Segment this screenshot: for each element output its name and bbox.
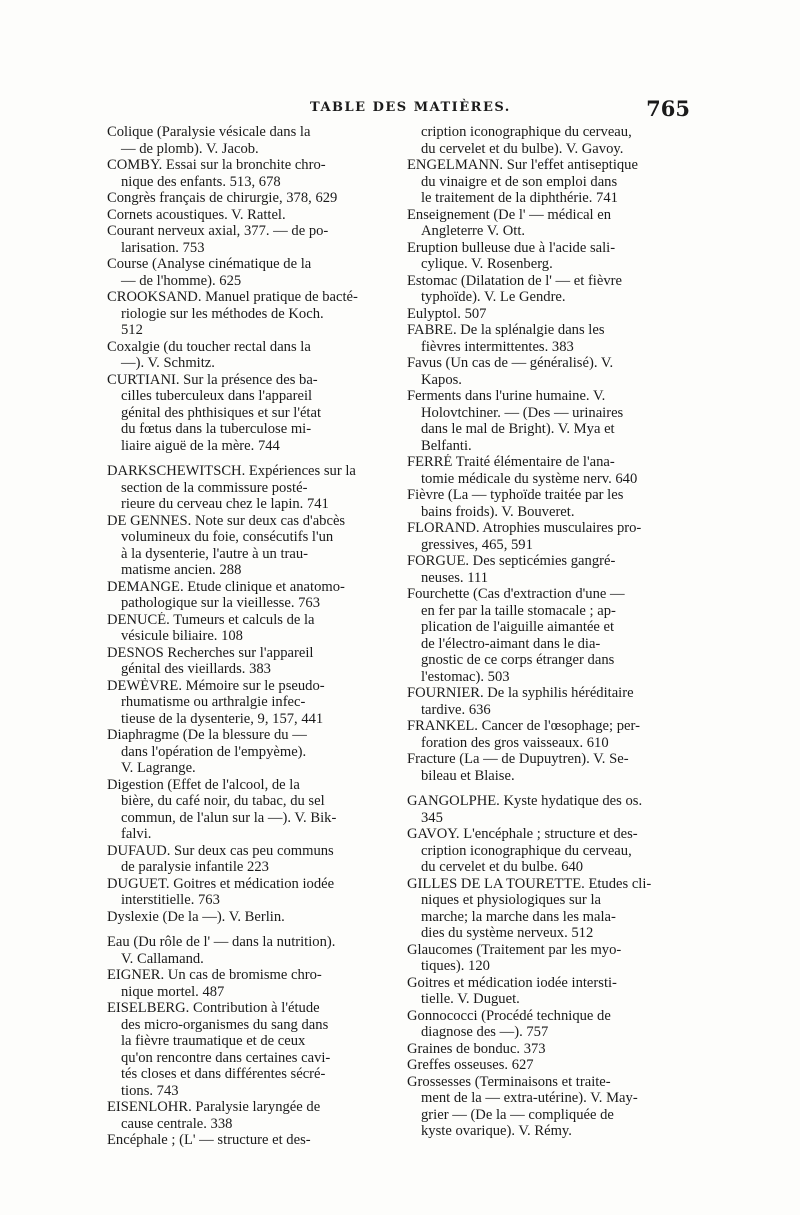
index-line: génital des phthisiques et sur l'état: [121, 404, 322, 421]
index-line: Courant nerveux axial, 377. — de po-: [107, 223, 329, 239]
index-line: marche; la marche dans les mala-: [421, 908, 616, 925]
index-line: kyste ovarique). V. Rémy.: [421, 1123, 572, 1139]
index-line: Eruption bulleuse due à l'acide sali-: [407, 239, 616, 256]
index-line: rhumatisme ou arthralgie infec-: [121, 694, 306, 710]
page-number: 765: [646, 96, 690, 121]
index-line: neuses. 111: [421, 569, 489, 586]
index-line: riologie sur les méthodes de Koch.: [121, 305, 324, 322]
index-line: GANGOLPHE. Kyste hydatique des os.: [407, 793, 643, 809]
index-line: — de plomb). V. Jacob.: [121, 140, 259, 157]
index-line: nique des enfants. 513, 678: [121, 173, 281, 190]
index-line: COMBY. Essai sur la bronchite chro-: [107, 157, 326, 173]
index-line: FRANKEL. Cancer de l'œsophage; per-: [407, 718, 640, 734]
index-line: pathologique sur la vieillesse. 763: [121, 595, 321, 611]
index-line: qu'on rencontre dans certaines cavi-: [121, 1049, 331, 1066]
index-line: des micro-organismes du sang dans: [121, 1016, 329, 1033]
index-line: CURTIANI. Sur la présence des ba-: [107, 371, 318, 388]
index-line: rieure du cerveau chez le lapin. 741: [121, 496, 329, 512]
index-line: nique mortel. 487: [121, 983, 225, 1000]
index-line: CROOKSAND. Manuel pratique de bacté-: [107, 289, 358, 305]
index-line: 512: [121, 322, 143, 338]
index-line: cription iconographique du cerveau,: [421, 124, 632, 140]
index-line: du cervelet et du bulbe). V. Gavoy.: [421, 140, 624, 157]
index-column-right: [407, 124, 691, 1140]
index-line: Glaucomes (Traitement par les myo-: [407, 941, 622, 958]
index-line: Grossesses (Terminaisons et traite-: [407, 1073, 611, 1090]
index-line: cause centrale. 338: [121, 1115, 233, 1132]
index-line: Greffes osseuses. 627: [407, 1057, 534, 1073]
index-line: Eau (Du rôle de l' — dans la nutrition).: [107, 934, 336, 950]
index-line: Dyslexie (De la —). V. Berlin.: [107, 908, 285, 925]
running-title: TABLE DES MATIÈRES.: [310, 100, 511, 115]
index-line: Course (Analyse cinématique de la: [107, 256, 312, 272]
index-line: de l'électro-aimant dans le dia-: [421, 635, 601, 652]
index-line: dies du système nerveux. 512: [421, 925, 594, 941]
index-line: Kapos.: [421, 371, 462, 388]
index-line: bière, du café noir, du tabac, du sel: [121, 793, 325, 809]
index-line: Encéphale ; (L' — structure et des-: [107, 1132, 311, 1148]
index-line: 345: [421, 809, 443, 826]
index-line: tés closes et dans différentes sécré-: [121, 1066, 326, 1082]
index-line: EISELBERG. Contribution à l'étude: [107, 1000, 320, 1016]
index-line: DEWÈVRE. Mémoire sur le pseudo-: [107, 677, 325, 694]
index-line: dans l'opération de l'empyème).: [121, 743, 307, 760]
index-line: Graines de bonduc. 373: [407, 1040, 546, 1057]
index-line: cylique. V. Rosenberg.: [421, 256, 553, 272]
index-line: gnostic de ce corps étranger dans: [421, 652, 615, 668]
index-line: DARKSCHEWITSCH. Expériences sur la: [107, 463, 356, 479]
index-line: de paralysie infantile 223: [121, 859, 269, 875]
index-line: du fœtus dans la tuberculose mi-: [121, 421, 312, 437]
index-line: plication de l'aiguille aimantée et: [421, 619, 615, 635]
index-line: larisation. 753: [121, 239, 205, 256]
index-line: Goitres et médication iodée intersti-: [407, 974, 617, 991]
index-line: matisme ancien. 288: [121, 562, 242, 578]
index-line: fièvres intermittentes. 383: [421, 338, 574, 355]
index-line: l'estomac). 503: [421, 668, 510, 685]
index-line: section de la commissure posté-: [121, 479, 308, 496]
index-line: en fer par la taille stomacale ; ap-: [421, 602, 616, 619]
index-line: dans le mal de Bright). V. Mya et: [421, 421, 615, 437]
index-line: Fourchette (Cas d'extraction d'une —: [407, 586, 625, 602]
index-line: EISENLOHR. Paralysie laryngée de: [107, 1099, 321, 1115]
page-header: [105, 96, 690, 122]
index-line: grier — (De la — compliquée de: [421, 1106, 614, 1123]
index-line: bains froids). V. Bouveret.: [421, 503, 575, 520]
index-line: Congrès français de chirurgie, 378, 629: [107, 190, 338, 206]
index-line: génital des vieillards. 383: [121, 661, 271, 677]
index-line: — de l'homme). 625: [121, 272, 242, 289]
index-line: le traitement de la diphthérie. 741: [421, 190, 618, 206]
index-line: du vinaigre et de son emploi dans: [421, 173, 618, 190]
index-line: DENUCÉ. Tumeurs et calculs de la: [107, 611, 315, 628]
index-line: FABRE. De la splénalgie dans les: [407, 322, 605, 338]
index-line: DUGUET. Goitres et médication iodée: [107, 875, 335, 892]
index-line: vésicule biliaire. 108: [121, 628, 243, 644]
index-line: tardive. 636: [421, 701, 491, 718]
index-line: V. Callamand.: [121, 950, 204, 967]
index-line: foration des gros vaisseaux. 610: [421, 734, 609, 751]
index-line: falvi.: [121, 826, 152, 842]
index-line: FERRÉ Traité élémentaire de l'ana-: [407, 454, 615, 470]
index-line: à la dysenterie, l'autre à un trau-: [121, 545, 308, 562]
index-line: Gonnococci (Procédé technique de: [407, 1007, 611, 1024]
index-line: volumineux du foie, consécutifs l'un: [121, 529, 334, 545]
index-line: tomie médicale du système nerv. 640: [421, 470, 638, 487]
index-line: Digestion (Effet de l'alcool, de la: [107, 776, 300, 793]
index-line: GILLES DE LA TOURETTE. Etudes cli-: [407, 875, 652, 892]
index-line: typhoïde). V. Le Gendre.: [421, 289, 566, 305]
index-line: Cornets acoustiques. V. Rattel.: [107, 206, 286, 223]
index-line: tielle. V. Duguet.: [421, 991, 520, 1007]
index-line: Angleterre V. Ott.: [421, 223, 526, 239]
index-line: FLORAND. Atrophies musculaires pro-: [407, 520, 642, 536]
index-line: Holovtchiner. — (Des — urinaires: [421, 404, 624, 421]
index-line: tions. 743: [121, 1082, 179, 1099]
index-line: Colique (Paralysie vésicale dans la: [107, 124, 311, 140]
index-line: diagnose des —). 757: [421, 1024, 549, 1040]
index-line: interstitielle. 763: [121, 892, 220, 908]
index-line: DEMANGE. Etude clinique et anatomo-: [107, 578, 345, 595]
index-line: Enseignement (De l' — médical en: [407, 206, 612, 223]
index-line: Diaphragme (De la blessure du —: [107, 727, 307, 743]
index-line: —). V. Schmitz.: [121, 355, 215, 371]
index-line: cilles tuberculeux dans l'appareil: [121, 388, 313, 404]
index-line: la fièvre traumatique et de ceux: [121, 1033, 306, 1049]
index-line: tieuse de la dysenterie, 9, 157, 441: [121, 710, 324, 727]
index-line: cription iconographique du cerveau,: [421, 842, 632, 859]
index-line: niques et physiologiques sur la: [421, 892, 601, 908]
index-line: Coxalgie (du toucher rectal dans la: [107, 338, 311, 355]
index-line: Ferments dans l'urine humaine. V.: [407, 388, 606, 404]
index-line: du cervelet et du bulbe. 640: [421, 859, 584, 875]
index-line: DESNOS Recherches sur l'appareil: [107, 644, 314, 661]
index-line: bileau et Blaise.: [421, 767, 515, 784]
index-line: commun, de l'alun sur la —). V. Bik-: [121, 809, 337, 826]
index-line: DE GENNES. Note sur deux cas d'abcès: [107, 512, 346, 529]
index-line: Belfanti.: [421, 437, 472, 454]
index-line: Estomac (Dilatation de l' — et fièvre: [407, 272, 622, 289]
index-line: Fracture (La — de Dupuytren). V. Se-: [407, 751, 629, 767]
index-line: Favus (Un cas de — généralisé). V.: [407, 355, 614, 371]
index-line: FORGUE. Des septicémies gangré-: [407, 553, 616, 569]
index-line: tiques). 120: [421, 958, 490, 974]
index-line: V. Lagrange.: [121, 760, 196, 776]
index-column-left: [107, 124, 391, 1149]
index-line: ENGELMANN. Sur l'effet antiseptique: [407, 157, 638, 173]
index-line: liaire aiguë de la mère. 744: [121, 437, 280, 454]
index-line: Fièvre (La — typhoïde traitée par les: [407, 487, 624, 503]
index-line: Eulyptol. 507: [407, 305, 487, 322]
index-line: gressives, 465, 591: [421, 536, 533, 553]
index-line: GAVOY. L'encéphale ; structure et des-: [407, 826, 638, 842]
index-line: DUFAUD. Sur deux cas peu communs: [107, 842, 334, 859]
index-line: ment de la — extra-utérine). V. May-: [421, 1090, 638, 1106]
index-line: FOURNIER. De la syphilis héréditaire: [407, 685, 634, 701]
index-line: EIGNER. Un cas de bromisme chro-: [107, 967, 322, 983]
